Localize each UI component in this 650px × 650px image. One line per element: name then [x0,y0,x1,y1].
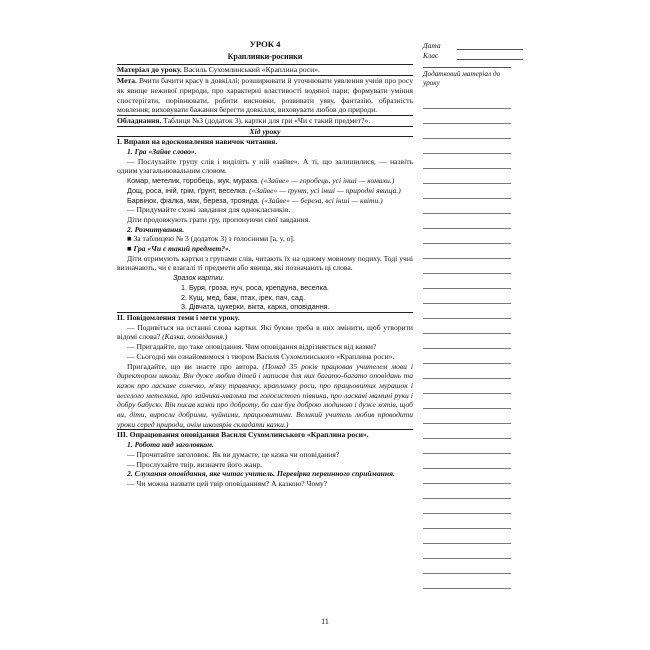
margin-line [423,318,511,319]
sample-line: 3. Дівчата, цукерки, вікта, карка, оповідання. [181,302,330,312]
margin-line [423,408,511,409]
paragraph: — Прочитайте заголовок. Як ви думаєте, це казка чи оповідання? [127,449,340,459]
lesson-title: Краплинки-росинки [227,51,303,61]
margin-line [423,213,511,214]
margin-line [423,138,511,139]
paragraph: — Чи можна назвати цей твір оповіданням? А казкою? Чому? [127,478,328,488]
section-1-heading: I. Вправи на вдосконалення навичок читання. [117,136,413,147]
margin-line [423,558,511,559]
additional-material-label: Додатковий матеріал до уроку [423,67,511,87]
game-1-title: 1. Гра «Зайве слово». [127,147,197,157]
margin-line [423,528,511,529]
paragraph: Діти продовжують грати гру, пропонуючи свої завдання. [127,214,311,224]
margin-line [423,393,511,394]
margin-line [423,483,511,484]
section-3-heading: III. Опрацювання оповідання Василя Сухомлинського «Краплина роси». [117,429,413,440]
margin-line [423,498,511,499]
game-2-title: 2. Розчитування. [127,224,185,234]
date-field: Дата [423,40,523,50]
word-group: Дощ, роса, іній, грім, ґрунт, веселка. («Зайве» — ґрунт, усі інші — природні явища.) [127,185,401,195]
page-number: 11 [321,617,329,626]
paragraph: — Подивіться на останні слова картки. Які букви треба в них змінити, щоб утворити відомі слова? (Казка, оповідання.) [117,322,413,342]
paragraph: — Послухайте групу слів і виділіть у ній «зайве». А ті, що залишилися, — назвіть одним узагальнювальним словом. [117,156,413,176]
margin-line [423,303,511,304]
margin-line [423,168,511,169]
paragraph: — Придумайте схожі завдання для однокласників. [127,205,291,215]
paragraph: — Пригадайте, що таке оповідання. Чим оповідання відрізняється від казки? [127,342,377,352]
margin-line [423,363,511,364]
word-group: Барвінок, фіалка, мак, береза, троянда. («Зайве» — береза, всі інші — квіти.) [127,195,383,205]
margin-line [423,198,511,199]
margin-line [423,258,511,259]
lesson-content [117,40,413,489]
section-2-heading: II. Повідомлення теми і мети уроку. [117,312,413,323]
course-heading: Хід уроку [249,126,281,136]
margin-line [423,513,511,514]
margin-line [423,228,511,229]
margin-line [423,438,511,439]
game-3-title: ■ Гра «Чи є такий предмет?». [127,244,231,254]
margin-line [423,543,511,544]
word-group: Комар, метелик, горобець, жук, мураха. («Зайве» — горобець, усі інші — комахи.) [127,176,395,186]
material-line: Матеріал до уроку. Василь Сухомлинський «Краплина роси». [117,65,320,75]
equipment-line: Обладнання. Таблиця №3 (додаток 3), картки для гри «Чи є такий предмет?». [117,115,371,125]
margin-line [423,273,511,274]
sample-line: 2. Кущ, мед, баж, птах, ірек, пач, сад. [181,292,306,302]
sample-label: Зразок картки. [173,273,225,283]
margin-line [423,243,511,244]
sidebar [423,40,523,87]
margin-line [423,423,511,424]
margin-line [423,333,511,334]
margin-line [423,288,511,289]
margin-line [423,153,511,154]
lesson-number: УРОК 4 [249,39,281,49]
margin-line [423,183,511,184]
paragraph: Діти отримують картки з групами слів, читають їх на одному мовному подиху. Тоді учні визначають, чи є взагалі ті предмети або явища, які позначають ці слова. [117,253,413,273]
class-field: Клас [423,50,523,60]
paragraph: ■ За таблицею № 3 (додаток 3) з голосними [а, у, о]. [127,234,295,244]
margin-line [423,453,511,454]
margin-line [423,468,511,469]
margin-line [423,108,511,109]
margin-line [423,573,511,574]
sample-line: 1. Буря, гроза, нуч, роса, крепдуна, веселка. [181,282,329,292]
margin-line [423,588,511,589]
paragraph: — Сьогодні ми ознайомимося з твором Василя Сухомлинського «Краплина роси». [127,351,395,361]
margin-line [423,348,511,349]
author-paragraph: Пригадайте, що ви знаєте про автора. (Понад 35 років працював учителем мови і директором школи. Він дуже любив дітей і написав для них багато-багато оповідань та казок про ласкаве сонечко, м'яку травичку, краплинку роси, про працьовитих мурашок і веселого метелика, про зайчика-хвалька та голосистого півника, про ласкаві мамині руки і добру бабусю. Він писав казки про доброту, бо сам був доброю людиною і дуже хотів, щоб ви, діти, виросли добрими, чуйними, працьовитими. Великий учитель любив проводити уроки серед природи, очім школярів складати казки.) [117,361,414,429]
margin-line [423,378,511,379]
paragraph: — Прослухайте твір, визначте його жанр. [127,459,263,469]
item-1-title: 1. Робота над заголовком. [127,440,214,450]
item-2-title: 2. Слухання оповідання, яке читає учитель. Перевірка первинного сприймання. [127,469,395,479]
goal-paragraph: Мета. Вчити бачити красу в довкіллі; розширювати й уточнювати уявлення учнів про росу як явище неживої природи, про характерні властивості водяної пари; формувати уміння спостерігати, порівнювати, робити висновки, розвивати уяву, фантазію, образність мовлення; виховувати бажання берегти довкілля, виховувати любов до природи. [117,76,413,115]
margin-line [423,123,511,124]
